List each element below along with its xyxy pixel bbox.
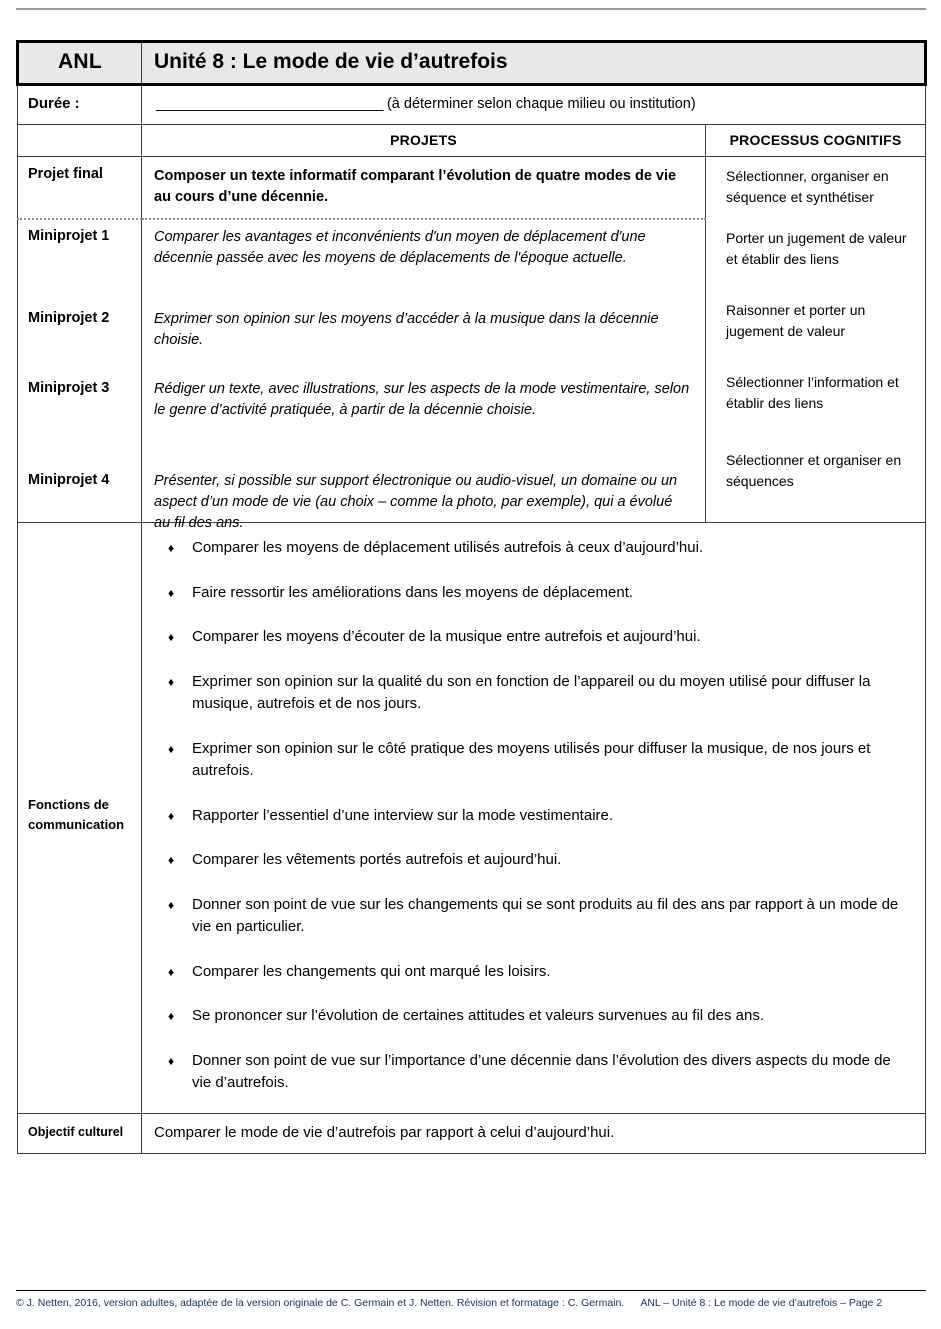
- cognitif-miniprojet-3: Sélectionner l’information et établir des liens: [726, 374, 899, 411]
- list-item: [164, 671, 907, 716]
- diamond-bullet-icon: ♦: [168, 585, 175, 600]
- unit-plan-table: [16, 40, 927, 1154]
- objectif-label: Objectif culturel: [18, 1113, 142, 1153]
- duree-value-cell: [142, 85, 926, 125]
- list-item: [164, 805, 907, 828]
- diamond-bullet-icon: ♦: [168, 674, 175, 689]
- projet-final-label: Projet final: [18, 157, 142, 220]
- fonction-text: Comparer les changements qui ont marqué les loisirs.: [192, 962, 551, 980]
- list-item: [164, 537, 907, 560]
- miniprojet-1-label: Miniprojet 1: [28, 228, 110, 245]
- cognitif-projet-final: Sélectionner, organiser en séquence et synthétiser: [726, 168, 889, 205]
- diamond-bullet-icon: ♦: [168, 1053, 175, 1068]
- miniprojet-2-label: Miniprojet 2: [28, 310, 110, 327]
- diamond-bullet-icon: ♦: [168, 1009, 175, 1024]
- footer-rule: [16, 1290, 926, 1291]
- column-header-processus: PROCESSUS COGNITIFS: [706, 125, 926, 157]
- list-item: [164, 1050, 907, 1095]
- fonction-text: Comparer les vêtements portés autrefois et aujourd’hui.: [192, 851, 562, 869]
- list-item: [164, 1005, 907, 1028]
- fonctions-list-cell: [142, 523, 926, 1114]
- list-item: [164, 961, 907, 984]
- column-header-projets: PROJETS: [142, 125, 706, 157]
- list-item: [164, 626, 907, 649]
- miniprojet-4-label: Miniprojet 4: [28, 472, 110, 489]
- diamond-bullet-icon: ♦: [168, 964, 175, 979]
- fonction-text: Exprimer son opinion sur le côté pratique des moyens utilisés pour diffuser la musique, de nos jours et autrefois.: [192, 739, 871, 780]
- table-row-column-headers: [18, 125, 926, 157]
- processus-cognitifs-cell: [706, 157, 926, 523]
- diamond-bullet-icon: ♦: [168, 853, 175, 868]
- diamond-bullet-icon: ♦: [168, 541, 175, 556]
- page-top-rule: [16, 8, 926, 10]
- list-item: [164, 738, 907, 783]
- fonctions-label-cell: [18, 523, 142, 1114]
- miniprojet-1-text: Comparer les avantages et inconvénients d'un moyen de déplacement d'une décennie passée avec les moyens de déplacements de l'époque actuelle.: [154, 229, 646, 267]
- page-footer: [16, 1297, 928, 1309]
- table-row-objectif: [18, 1113, 926, 1153]
- miniprojet-labels-cell: [18, 219, 142, 523]
- org-label: ANL: [57, 50, 103, 73]
- cognitif-miniprojet-4: Sélectionner et organiser en séquences: [726, 452, 902, 489]
- fonction-text: Se prononcer sur l’évolution de certaines attitudes et valeurs survenues au fil des ans.: [192, 1007, 764, 1025]
- miniprojet-2-text: Exprimer son opinion sur les moyens d’accéder à la musique dans la décennie choisie.: [154, 311, 659, 349]
- projet-final-text: Composer un texte informatif comparant l’évolution de quatre modes de vie au cours d’une décennie.: [142, 157, 706, 220]
- fonction-text: Faire ressortir les améliorations dans les moyens de déplacement.: [192, 583, 634, 601]
- table-row-fonctions: [18, 523, 926, 1114]
- unit-title-cell: [142, 42, 926, 85]
- duree-blank-line[interactable]: ______________________________: [156, 96, 383, 112]
- fonction-text: Rapporter l’essentiel d’une interview sur la mode vestimentaire.: [192, 806, 614, 824]
- unit-plan-sheet: [16, 40, 924, 1154]
- diamond-bullet-icon: ♦: [168, 808, 175, 823]
- fonctions-label-line1: Fonctions de: [28, 797, 109, 813]
- fonction-text: Exprimer son opinion sur la qualité du son en fonction de l’appareil ou du moyen utilisé pour diffuser la musique, autrefois et de nos jours.: [192, 672, 871, 713]
- footer-credit: © J. Netten, 2016, version adultes, adaptée de la version originale de C. Germain et J. Netten. Révision et formatage : C. Germain.: [16, 1297, 625, 1309]
- fonction-text: Comparer les moyens d’écouter de la musique entre autrefois et aujourd’hui.: [192, 628, 701, 646]
- org-cell: [18, 42, 142, 85]
- miniprojet-texts-cell: [142, 219, 706, 532]
- cognitif-miniprojet-1: Porter un jugement de valeur et établir des liens: [726, 230, 907, 267]
- miniprojet-3-label: Miniprojet 3: [28, 380, 110, 397]
- fonctions-list: [164, 537, 907, 1095]
- miniprojet-4-text: Présenter, si possible sur support électronique ou audio-visuel, un domaine ou un aspect d’un mode de vie (au choix – comme la photo, par exemple), qui a évolué au fil des ans.: [154, 473, 678, 532]
- table-row-title: [18, 42, 926, 85]
- footer-reference: ANL – Unité 8 : Le mode de vie d’autrefois – Page 2: [640, 1297, 883, 1309]
- diamond-bullet-icon: ♦: [168, 630, 175, 645]
- diamond-bullet-icon: ♦: [168, 897, 175, 912]
- duree-note: (à déterminer selon chaque milieu ou institution): [386, 96, 696, 112]
- fonction-text: Donner son point de vue sur l’importance d’une décennie dans l’évolution des divers aspects du mode de vie d’autrefois.: [192, 1051, 891, 1092]
- page-title: Unité 8 : Le mode de vie d’autrefois: [154, 50, 508, 73]
- table-row-duree: [18, 85, 926, 125]
- list-item: [164, 849, 907, 872]
- cognitif-miniprojet-2: Raisonner et porter un jugement de valeur: [726, 302, 866, 339]
- objectif-text: Comparer le mode de vie d’autrefois par rapport à celui d’aujourd’hui.: [142, 1113, 926, 1153]
- fonctions-label-line2: communication: [28, 816, 125, 832]
- miniprojet-3-text: Rédiger un texte, avec illustrations, sur les aspects de la mode vestimentaire, selon le genre d’activité pratiquée, à partir de la décennie choisie.: [154, 381, 690, 419]
- fonction-text: Donner son point de vue sur les changements qui se sont produits au fil des ans par rapport à un mode de vie en particulier.: [192, 895, 899, 936]
- table-row-projet-final: [18, 157, 926, 220]
- list-item: [164, 582, 907, 605]
- column-header-blank: [18, 125, 142, 157]
- fonction-text: Comparer les moyens de déplacement utilisés autrefois à ceux d’aujourd’hui.: [192, 539, 704, 557]
- fonctions-label: [28, 795, 124, 834]
- list-item: [164, 894, 907, 939]
- diamond-bullet-icon: ♦: [168, 741, 175, 756]
- duree-label: Durée :: [18, 85, 142, 125]
